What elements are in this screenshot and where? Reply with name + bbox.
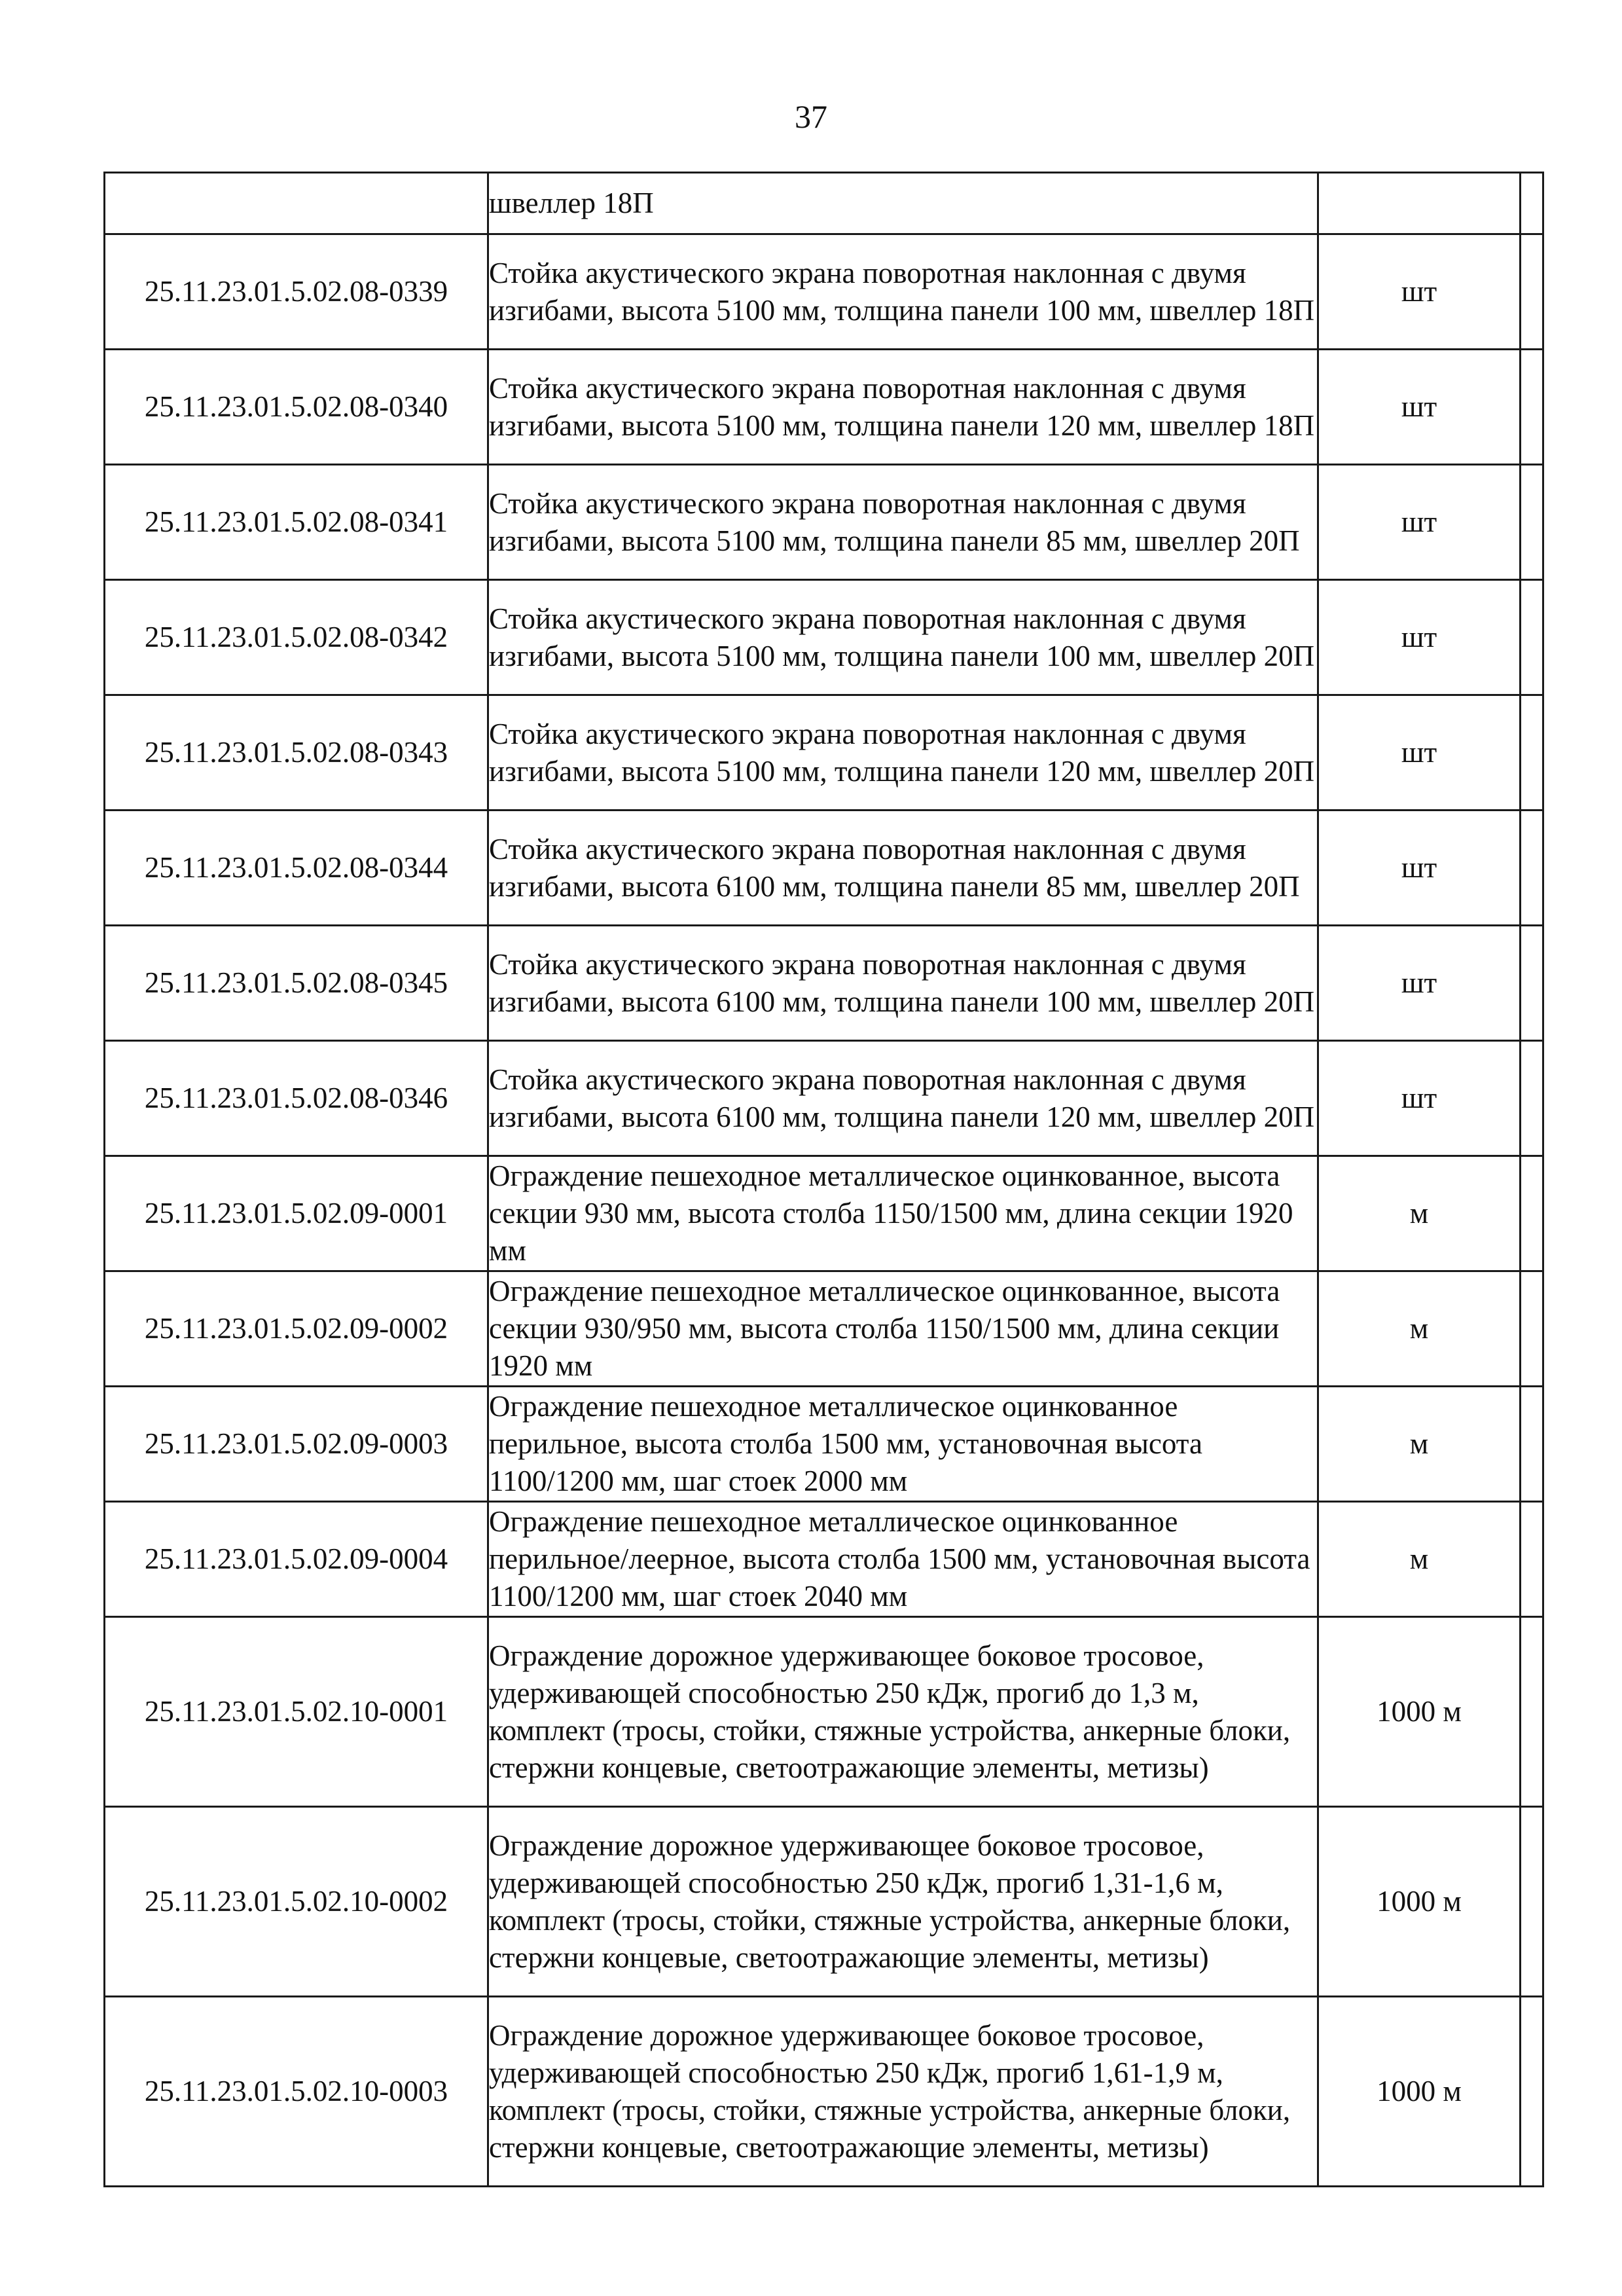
empty-cell (1521, 1997, 1543, 2187)
name-cell: Ограждение пешеходное металлическое оцинкованное перильное, высота столба 1500 мм, установочная высота 1100/1200 мм, шаг стоек 2000 мм (488, 1387, 1318, 1502)
name-cell: Ограждение дорожное удерживающее боковое тросовое, удерживающей способностью 250 кДж, прогиб 1,61-1,9 м, комплект (тросы, стойки, стяжные устройства, анкерные блоки, стержни концевые, светоотражающие элементы, метизы) (488, 1997, 1318, 2187)
empty-cell (1521, 1156, 1543, 1271)
table-row (105, 1807, 1543, 1997)
table-body (105, 173, 1543, 2187)
page-number: 37 (795, 98, 827, 135)
materials-table (103, 172, 1544, 2187)
code-cell: 25.11.23.01.5.02.09-0003 (105, 1387, 488, 1502)
code-cell: 25.11.23.01.5.02.09-0004 (105, 1502, 488, 1617)
name-cell: Стойка акустического экрана поворотная наклонная с двумя изгибами, высота 5100 мм, толщина панели 120 мм, швеллер 18П (488, 350, 1318, 465)
empty-cell (1521, 1807, 1543, 1997)
name-cell: швеллер 18П (488, 173, 1318, 234)
unit-cell: шт (1318, 1041, 1521, 1156)
code-cell: 25.11.23.01.5.02.08-0344 (105, 811, 488, 926)
empty-cell (1521, 1617, 1543, 1807)
code-cell (105, 173, 488, 234)
empty-cell (1521, 1041, 1543, 1156)
name-cell: Ограждение пешеходное металлическое оцинкованное, высота секции 930/950 мм, высота столба 1150/1500 мм, длина секции 1920 мм (488, 1271, 1318, 1387)
empty-cell (1521, 1387, 1543, 1502)
empty-cell (1521, 580, 1543, 695)
unit-cell: шт (1318, 695, 1521, 811)
name-cell: Стойка акустического экрана поворотная наклонная с двумя изгибами, высота 6100 мм, толщина панели 120 мм, швеллер 20П (488, 1041, 1318, 1156)
name-cell: Ограждение пешеходное металлическое оцинкованное перильное/леерное, высота столба 1500 мм, установочная высота 1100/1200 мм, шаг стоек 2040 мм (488, 1502, 1318, 1617)
code-cell: 25.11.23.01.5.02.09-0001 (105, 1156, 488, 1271)
code-cell: 25.11.23.01.5.02.08-0345 (105, 926, 488, 1041)
name-cell: Стойка акустического экрана поворотная наклонная с двумя изгибами, высота 6100 мм, толщина панели 85 мм, швеллер 20П (488, 811, 1318, 926)
table-row (105, 350, 1543, 465)
name-cell: Стойка акустического экрана поворотная наклонная с двумя изгибами, высота 6100 мм, толщина панели 100 мм, швеллер 20П (488, 926, 1318, 1041)
unit-cell: шт (1318, 234, 1521, 350)
empty-cell (1521, 695, 1543, 811)
table-row (105, 926, 1543, 1041)
table-row (105, 1271, 1543, 1387)
unit-cell (1318, 173, 1521, 234)
name-cell: Стойка акустического экрана поворотная наклонная с двумя изгибами, высота 5100 мм, толщина панели 100 мм, швеллер 20П (488, 580, 1318, 695)
unit-cell: м (1318, 1387, 1521, 1502)
unit-cell: 1000 м (1318, 1997, 1521, 2187)
name-cell: Ограждение дорожное удерживающее боковое тросовое, удерживающей способностью 250 кДж, прогиб 1,31-1,6 м, комплект (тросы, стойки, стяжные устройства, анкерные блоки, стержни концевые, светоотражающие элементы, метизы) (488, 1807, 1318, 1997)
table-row (105, 695, 1543, 811)
name-cell: Стойка акустического экрана поворотная наклонная с двумя изгибами, высота 5100 мм, толщина панели 100 мм, швеллер 18П (488, 234, 1318, 350)
code-cell: 25.11.23.01.5.02.10-0003 (105, 1997, 488, 2187)
code-cell: 25.11.23.01.5.02.09-0002 (105, 1271, 488, 1387)
empty-cell (1521, 465, 1543, 580)
table-row (105, 465, 1543, 580)
name-cell: Ограждение пешеходное металлическое оцинкованное, высота секции 930 мм, высота столба 1150/1500 мм, длина секции 1920 мм (488, 1156, 1318, 1271)
unit-cell: м (1318, 1271, 1521, 1387)
table-row (105, 234, 1543, 350)
code-cell: 25.11.23.01.5.02.08-0340 (105, 350, 488, 465)
unit-cell: шт (1318, 465, 1521, 580)
table-row (105, 811, 1543, 926)
unit-cell: 1000 м (1318, 1617, 1521, 1807)
unit-cell: м (1318, 1156, 1521, 1271)
code-cell: 25.11.23.01.5.02.10-0001 (105, 1617, 488, 1807)
code-cell: 25.11.23.01.5.02.08-0346 (105, 1041, 488, 1156)
name-cell: Стойка акустического экрана поворотная наклонная с двумя изгибами, высота 5100 мм, толщина панели 85 мм, швеллер 20П (488, 465, 1318, 580)
name-cell: Стойка акустического экрана поворотная наклонная с двумя изгибами, высота 5100 мм, толщина панели 120 мм, швеллер 20П (488, 695, 1318, 811)
empty-cell (1521, 234, 1543, 350)
unit-cell: шт (1318, 811, 1521, 926)
empty-cell (1521, 1271, 1543, 1387)
table-row (105, 580, 1543, 695)
unit-cell: 1000 м (1318, 1807, 1521, 1997)
unit-cell: шт (1318, 580, 1521, 695)
empty-cell (1521, 926, 1543, 1041)
table-row (105, 1997, 1543, 2187)
unit-cell: м (1318, 1502, 1521, 1617)
unit-cell: шт (1318, 926, 1521, 1041)
code-cell: 25.11.23.01.5.02.08-0342 (105, 580, 488, 695)
table-row-continuation (105, 173, 1543, 234)
table-row (105, 1387, 1543, 1502)
empty-cell (1521, 350, 1543, 465)
empty-cell (1521, 811, 1543, 926)
unit-cell: шт (1318, 350, 1521, 465)
table-row (105, 1617, 1543, 1807)
name-cell: Ограждение дорожное удерживающее боковое тросовое, удерживающей способностью 250 кДж, прогиб до 1,3 м, комплект (тросы, стойки, стяжные устройства, анкерные блоки, стержни концевые, светоотражающие элементы, метизы) (488, 1617, 1318, 1807)
code-cell: 25.11.23.01.5.02.08-0343 (105, 695, 488, 811)
code-cell: 25.11.23.01.5.02.08-0339 (105, 234, 488, 350)
table-row (105, 1041, 1543, 1156)
table-row (105, 1502, 1543, 1617)
table-row (105, 1156, 1543, 1271)
code-cell: 25.11.23.01.5.02.10-0002 (105, 1807, 488, 1997)
code-cell: 25.11.23.01.5.02.08-0341 (105, 465, 488, 580)
empty-cell (1521, 1502, 1543, 1617)
empty-cell (1521, 173, 1543, 234)
